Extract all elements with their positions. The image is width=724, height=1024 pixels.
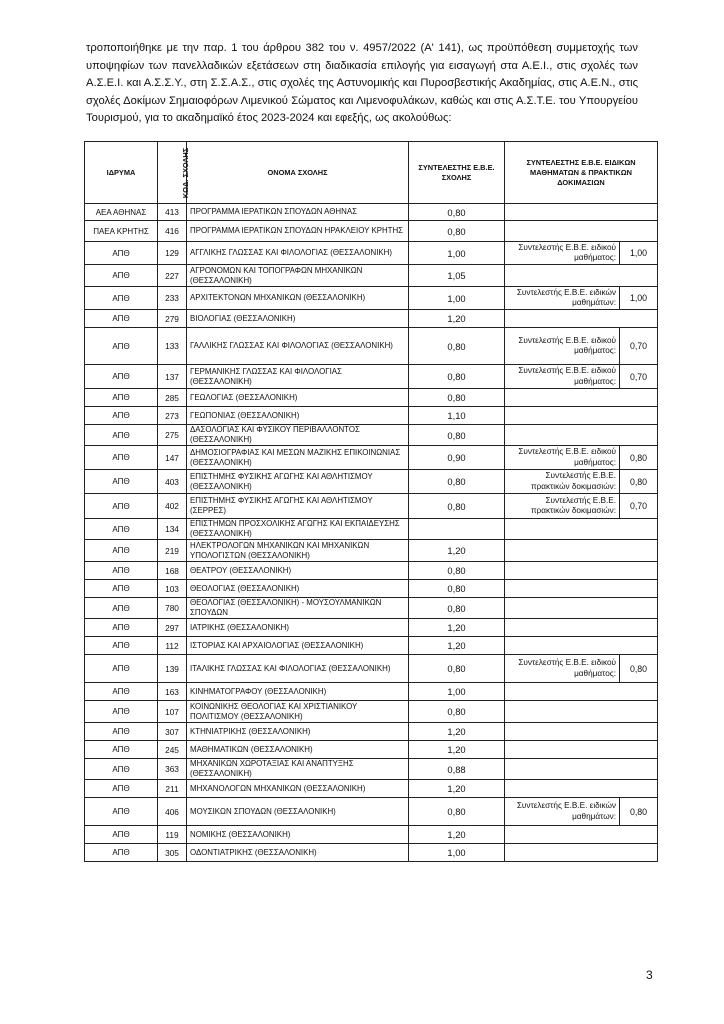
table-row bbox=[85, 494, 658, 519]
school-code-cell: 363 bbox=[158, 759, 187, 780]
school-code-cell: 219 bbox=[158, 540, 187, 562]
school-code-cell: 103 bbox=[158, 580, 187, 598]
special-coefficient-value-cell: 0,70 bbox=[620, 328, 658, 365]
school-name-cell: ΝΟΜΙΚΗΣ (ΘΕΣΣΑΛΟΝΙΚΗ) bbox=[187, 826, 409, 844]
special-coefficient-empty-cell bbox=[505, 407, 658, 425]
school-name-cell: ΓΑΛΛΙΚΗΣ ΓΛΩΣΣΑΣ ΚΑΙ ΦΙΛΟΛΟΓΙΑΣ (ΘΕΣΣΑΛΟΝΙΚΗ) bbox=[187, 328, 409, 365]
special-coefficient-empty-cell bbox=[505, 780, 658, 798]
special-coefficient-empty-cell bbox=[505, 619, 658, 637]
table-row bbox=[85, 683, 658, 701]
table-row bbox=[85, 204, 658, 221]
school-code-cell: 416 bbox=[158, 221, 187, 242]
school-coefficient-cell: 1,00 bbox=[409, 287, 505, 310]
school-code-cell: 406 bbox=[158, 798, 187, 826]
school-code-cell: 168 bbox=[158, 562, 187, 580]
school-code-cell: 163 bbox=[158, 683, 187, 701]
special-coefficient-label-cell: Συντελεστής Ε.Β.Ε. ειδικού μαθήματος: bbox=[505, 655, 620, 683]
special-coefficient-empty-cell bbox=[505, 701, 658, 723]
table-row bbox=[85, 580, 658, 598]
school-coefficient-cell: 1,10 bbox=[409, 407, 505, 425]
institution-cell: ΑΠΘ bbox=[85, 310, 158, 328]
special-coefficient-empty-cell bbox=[505, 844, 658, 862]
institution-cell: ΑΠΘ bbox=[85, 655, 158, 683]
school-coefficient-cell: 1,20 bbox=[409, 310, 505, 328]
institution-cell: ΑΠΘ bbox=[85, 637, 158, 655]
institution-cell: ΑΠΘ bbox=[85, 780, 158, 798]
special-coefficient-empty-cell bbox=[505, 265, 658, 287]
special-coefficient-empty-cell bbox=[505, 580, 658, 598]
special-coefficient-empty-cell bbox=[505, 683, 658, 701]
header-school-coefficient: ΣΥΝΤΕΛΕΣΤΗΣ Ε.Β.Ε. ΣΧΟΛΗΣ bbox=[409, 142, 505, 204]
school-coefficient-cell: 1,00 bbox=[409, 844, 505, 862]
school-coefficient-cell: 0,80 bbox=[409, 701, 505, 723]
school-coefficient-cell: 0,80 bbox=[409, 389, 505, 407]
school-coefficient-cell: 1,05 bbox=[409, 265, 505, 287]
institution-cell: ΑΠΘ bbox=[85, 389, 158, 407]
coefficients-table bbox=[84, 141, 658, 862]
table-row bbox=[85, 844, 658, 862]
header-school-code-label: ΚΩΔ. ΣΧΟΛΗΣ bbox=[181, 147, 191, 198]
institution-cell: ΑΠΘ bbox=[85, 494, 158, 519]
special-coefficient-empty-cell bbox=[505, 759, 658, 780]
special-coefficient-empty-cell bbox=[505, 562, 658, 580]
institution-cell: ΑΠΘ bbox=[85, 741, 158, 759]
school-name-cell: ΘΕΟΛΟΓΙΑΣ (ΘΕΣΣΑΛΟΝΙΚΗ) bbox=[187, 580, 409, 598]
institution-cell: ΑΠΘ bbox=[85, 580, 158, 598]
table-row bbox=[85, 826, 658, 844]
school-name-cell: ΕΠΙΣΤΗΜΗΣ ΦΥΣΙΚΗΣ ΑΓΩΓΗΣ ΚΑΙ ΑΘΛΗΤΙΣΜΟΥ (ΘΕΣΣΑΛΟΝΙΚΗ) bbox=[187, 470, 409, 494]
school-coefficient-cell bbox=[409, 519, 505, 540]
table-row bbox=[85, 540, 658, 562]
school-coefficient-cell: 0,80 bbox=[409, 798, 505, 826]
institution-cell: ΑΠΘ bbox=[85, 619, 158, 637]
table-row bbox=[85, 470, 658, 494]
school-coefficient-cell: 0,80 bbox=[409, 562, 505, 580]
school-code-cell: 305 bbox=[158, 844, 187, 862]
school-coefficient-cell: 0,80 bbox=[409, 365, 505, 389]
school-coefficient-cell: 1,20 bbox=[409, 619, 505, 637]
school-name-cell: ΔΗΜΟΣΙΟΓΡΑΦΙΑΣ ΚΑΙ ΜΕΣΩΝ ΜΑΖΙΚΗΣ ΕΠΙΚΟΙΝΩΝΙΑΣ (ΘΕΣΣΑΛΟΝΙΚΗ) bbox=[187, 446, 409, 470]
table-row bbox=[85, 598, 658, 619]
school-name-cell: ΜΑΘΗΜΑΤΙΚΩΝ (ΘΕΣΣΑΛΟΝΙΚΗ) bbox=[187, 741, 409, 759]
special-coefficient-value-cell: 1,00 bbox=[620, 242, 658, 265]
special-coefficient-empty-cell bbox=[505, 826, 658, 844]
special-coefficient-empty-cell bbox=[505, 741, 658, 759]
school-code-cell: 245 bbox=[158, 741, 187, 759]
table-row bbox=[85, 780, 658, 798]
table-row bbox=[85, 407, 658, 425]
institution-cell: ΑΠΘ bbox=[85, 701, 158, 723]
school-code-cell: 402 bbox=[158, 494, 187, 519]
special-coefficient-empty-cell bbox=[505, 723, 658, 741]
school-name-cell: ΓΕΩΛΟΓΙΑΣ (ΘΕΣΣΑΛΟΝΙΚΗ) bbox=[187, 389, 409, 407]
school-code-cell: 233 bbox=[158, 287, 187, 310]
school-coefficient-cell: 0,80 bbox=[409, 425, 505, 446]
institution-cell: ΑΕΑ ΑΘΗΝΑΣ bbox=[85, 204, 158, 221]
school-name-cell: ΜΗΧΑΝΙΚΩΝ ΧΩΡΟΤΑΞΙΑΣ ΚΑΙ ΑΝΑΠΤΥΞΗΣ (ΘΕΣΣΑΛΟΝΙΚΗ) bbox=[187, 759, 409, 780]
school-coefficient-cell: 1,20 bbox=[409, 723, 505, 741]
institution-cell: ΑΠΘ bbox=[85, 365, 158, 389]
school-name-cell: ΚΤΗΝΙΑΤΡΙΚΗΣ (ΘΕΣΣΑΛΟΝΙΚΗ) bbox=[187, 723, 409, 741]
school-name-cell: ΠΡΟΓΡΑΜΜΑ ΙΕΡΑΤΙΚΩΝ ΣΠΟΥΔΩΝ ΑΘΗΝΑΣ bbox=[187, 204, 409, 221]
special-coefficient-empty-cell bbox=[505, 425, 658, 446]
institution-cell: ΑΠΘ bbox=[85, 519, 158, 540]
school-coefficient-cell: 1,20 bbox=[409, 826, 505, 844]
school-name-cell: ΒΙΟΛΟΓΙΑΣ (ΘΕΣΣΑΛΟΝΙΚΗ) bbox=[187, 310, 409, 328]
special-coefficient-label-cell: Συντελεστής Ε.Β.Ε. ειδικού μαθήματος: bbox=[505, 446, 620, 470]
table-row bbox=[85, 519, 658, 540]
school-name-cell: ΑΡΧΙΤΕΚΤΟΝΩΝ ΜΗΧΑΝΙΚΩΝ (ΘΕΣΣΑΛΟΝΙΚΗ) bbox=[187, 287, 409, 310]
special-coefficient-empty-cell bbox=[505, 204, 658, 221]
special-coefficient-label-cell: Συντελεστής Ε.Β.Ε. πρακτικών δοκιμασιών: bbox=[505, 494, 620, 519]
special-coefficient-empty-cell bbox=[505, 540, 658, 562]
school-name-cell: ΜΟΥΣΙΚΩΝ ΣΠΟΥΔΩΝ (ΘΕΣΣΑΛΟΝΙΚΗ) bbox=[187, 798, 409, 826]
school-coefficient-cell: 0,80 bbox=[409, 328, 505, 365]
school-coefficient-cell: 0,80 bbox=[409, 221, 505, 242]
institution-cell: ΑΠΘ bbox=[85, 242, 158, 265]
school-coefficient-cell: 0,80 bbox=[409, 580, 505, 598]
table-row bbox=[85, 798, 658, 826]
school-coefficient-cell: 1,20 bbox=[409, 741, 505, 759]
school-name-cell: ΠΡΟΓΡΑΜΜΑ ΙΕΡΑΤΙΚΩΝ ΣΠΟΥΔΩΝ ΗΡΑΚΛΕΙΟΥ ΚΡΗΤΗΣ bbox=[187, 221, 409, 242]
special-coefficient-empty-cell bbox=[505, 310, 658, 328]
school-code-cell: 147 bbox=[158, 446, 187, 470]
table-row bbox=[85, 287, 658, 310]
table-row bbox=[85, 637, 658, 655]
school-code-cell: 211 bbox=[158, 780, 187, 798]
table-row bbox=[85, 389, 658, 407]
special-coefficient-empty-cell bbox=[505, 389, 658, 407]
table-row bbox=[85, 242, 658, 265]
school-coefficient-cell: 1,20 bbox=[409, 780, 505, 798]
table-row bbox=[85, 701, 658, 723]
institution-cell: ΑΠΘ bbox=[85, 425, 158, 446]
school-code-cell: 307 bbox=[158, 723, 187, 741]
school-name-cell: ΚΟΙΝΩΝΙΚΗΣ ΘΕΟΛΟΓΙΑΣ ΚΑΙ ΧΡΙΣΤΙΑΝΙΚΟΥ ΠΟΛΙΤΙΣΜΟΥ (ΘΕΣΣΑΛΟΝΙΚΗ) bbox=[187, 701, 409, 723]
institution-cell: ΑΠΘ bbox=[85, 759, 158, 780]
school-name-cell: ΚΙΝΗΜΑΤΟΓΡΑΦΟΥ (ΘΕΣΣΑΛΟΝΙΚΗ) bbox=[187, 683, 409, 701]
school-coefficient-cell: 0,88 bbox=[409, 759, 505, 780]
table-row bbox=[85, 221, 658, 242]
institution-cell: ΑΠΘ bbox=[85, 798, 158, 826]
school-code-cell: 403 bbox=[158, 470, 187, 494]
institution-cell: ΑΠΘ bbox=[85, 540, 158, 562]
school-code-cell: 119 bbox=[158, 826, 187, 844]
school-name-cell: ΟΔΟΝΤΙΑΤΡΙΚΗΣ (ΘΕΣΣΑΛΟΝΙΚΗ) bbox=[187, 844, 409, 862]
school-code-cell: 134 bbox=[158, 519, 187, 540]
school-coefficient-cell: 0,80 bbox=[409, 204, 505, 221]
institution-cell: ΑΠΘ bbox=[85, 598, 158, 619]
special-coefficient-label-cell: Συντελεστής Ε.Β.Ε. ειδικών μαθημάτων: bbox=[505, 798, 620, 826]
school-code-cell: 227 bbox=[158, 265, 187, 287]
table-row bbox=[85, 562, 658, 580]
special-coefficient-value-cell: 0,80 bbox=[620, 470, 658, 494]
institution-cell: ΑΠΘ bbox=[85, 407, 158, 425]
special-coefficient-empty-cell bbox=[505, 519, 658, 540]
special-coefficient-value-cell: 0,80 bbox=[620, 446, 658, 470]
special-coefficient-empty-cell bbox=[505, 637, 658, 655]
institution-cell: ΠΑΕΑ ΚΡΗΤΗΣ bbox=[85, 221, 158, 242]
school-coefficient-cell: 0,80 bbox=[409, 494, 505, 519]
institution-cell: ΑΠΘ bbox=[85, 723, 158, 741]
special-coefficient-value-cell: 0,80 bbox=[620, 655, 658, 683]
special-coefficient-label-cell: Συντελεστής Ε.Β.Ε. ειδικού μαθήματος: bbox=[505, 242, 620, 265]
special-coefficient-label-cell: Συντελεστής Ε.Β.Ε. ειδικών μαθημάτων: bbox=[505, 287, 620, 310]
school-code-cell: 780 bbox=[158, 598, 187, 619]
table-row bbox=[85, 759, 658, 780]
school-name-cell: ΓΕΡΜΑΝΙΚΗΣ ΓΛΩΣΣΑΣ ΚΑΙ ΦΙΛΟΛΟΓΙΑΣ (ΘΕΣΣΑΛΟΝΙΚΗ) bbox=[187, 365, 409, 389]
school-name-cell: ΕΠΙΣΤΗΜΩΝ ΠΡΟΣΧΟΛΙΚΗΣ ΑΓΩΓΗΣ ΚΑΙ ΕΚΠΑΙΔΕΥΣΗΣ (ΘΕΣΣΑΛΟΝΙΚΗ) bbox=[187, 519, 409, 540]
school-name-cell: ΜΗΧΑΝΟΛΟΓΩΝ ΜΗΧΑΝΙΚΩΝ (ΘΕΣΣΑΛΟΝΙΚΗ) bbox=[187, 780, 409, 798]
school-code-cell: 133 bbox=[158, 328, 187, 365]
school-code-cell: 273 bbox=[158, 407, 187, 425]
school-coefficient-cell: 1,00 bbox=[409, 242, 505, 265]
institution-cell: ΑΠΘ bbox=[85, 826, 158, 844]
school-name-cell: ΓΕΩΠΟΝΙΑΣ (ΘΕΣΣΑΛΟΝΙΚΗ) bbox=[187, 407, 409, 425]
institution-cell: ΑΠΘ bbox=[85, 562, 158, 580]
table-row bbox=[85, 328, 658, 365]
institution-cell: ΑΠΘ bbox=[85, 287, 158, 310]
institution-cell: ΑΠΘ bbox=[85, 844, 158, 862]
school-code-cell: 279 bbox=[158, 310, 187, 328]
institution-cell: ΑΠΘ bbox=[85, 683, 158, 701]
school-name-cell: ΙΣΤΟΡΙΑΣ ΚΑΙ ΑΡΧΑΙΟΛΟΓΙΑΣ (ΘΕΣΣΑΛΟΝΙΚΗ) bbox=[187, 637, 409, 655]
table-row bbox=[85, 655, 658, 683]
school-coefficient-cell: 0,80 bbox=[409, 470, 505, 494]
table-row bbox=[85, 365, 658, 389]
school-code-cell: 112 bbox=[158, 637, 187, 655]
table-row bbox=[85, 741, 658, 759]
school-coefficient-cell: 1,20 bbox=[409, 540, 505, 562]
institution-cell: ΑΠΘ bbox=[85, 446, 158, 470]
intro-paragraph: τροποποιήθηκε με την παρ. 1 του άρθρου 382 του ν. 4957/2022 (Α' 141), ως προϋπόθεση συμμετοχής των υποψηφίων των πανελλαδικών εξετάσεων στη διαδικασία επιλογής για εισαγωγή στα Α.Ε.Ι., στις σχολές των Α.Σ.Ε.Ι. και Α.Σ.Σ.Υ., στη Σ.Σ.Α.Σ., στις σχολές της Αστυνομικής και Πυροσβεστικής Ακαδημίας, στις Α.Ε.Ν., στις σχολές Δοκίμων Σημαιοφόρων Λιμενικού Σώματος και Λιμενοφυλάκων, καθώς και στις Α.Σ.Τ.Ε. του Υπουργείου Τουρισμού, για το ακαδημαϊκό έτος 2023-2024 και εφεξής, ως ακολούθως: bbox=[86, 42, 638, 125]
special-coefficient-label-cell: Συντελεστής Ε.Β.Ε. ειδικού μαθήματος: bbox=[505, 365, 620, 389]
table-row bbox=[85, 265, 658, 287]
special-coefficient-value-cell: 1,00 bbox=[620, 287, 658, 310]
school-coefficient-cell: 0,80 bbox=[409, 598, 505, 619]
school-name-cell: ΑΓΡΟΝΟΜΩΝ ΚΑΙ ΤΟΠΟΓΡΑΦΩΝ ΜΗΧΑΝΙΚΩΝ (ΘΕΣΣΑΛΟΝΙΚΗ) bbox=[187, 265, 409, 287]
school-code-cell: 285 bbox=[158, 389, 187, 407]
special-coefficient-value-cell: 0,80 bbox=[620, 798, 658, 826]
table-body bbox=[85, 204, 658, 862]
table-row bbox=[85, 446, 658, 470]
special-coefficient-label-cell: Συντελεστής Ε.Β.Ε. πρακτικών δοκιμασιών: bbox=[505, 470, 620, 494]
school-code-cell: 297 bbox=[158, 619, 187, 637]
school-name-cell: ΑΓΓΛΙΚΗΣ ΓΛΩΣΣΑΣ ΚΑΙ ΦΙΛΟΛΟΓΙΑΣ (ΘΕΣΣΑΛΟΝΙΚΗ) bbox=[187, 242, 409, 265]
header-school-code bbox=[158, 142, 191, 204]
institution-cell: ΑΠΘ bbox=[85, 470, 158, 494]
table-row bbox=[85, 619, 658, 637]
school-coefficient-cell: 0,90 bbox=[409, 446, 505, 470]
special-coefficient-value-cell: 0,70 bbox=[620, 494, 658, 519]
school-name-cell: ΗΛΕΚΤΡΟΛΟΓΩΝ ΜΗΧΑΝΙΚΩΝ ΚΑΙ ΜΗΧΑΝΙΚΩΝ ΥΠΟΛΟΓΙΣΤΩΝ (ΘΕΣΣΑΛΟΝΙΚΗ) bbox=[187, 540, 409, 562]
institution-cell: ΑΠΘ bbox=[85, 328, 158, 365]
school-name-cell: ΙΤΑΛΙΚΗΣ ΓΛΩΣΣΑΣ ΚΑΙ ΦΙΛΟΛΟΓΙΑΣ (ΘΕΣΣΑΛΟΝΙΚΗ) bbox=[187, 655, 409, 683]
special-coefficient-empty-cell bbox=[505, 221, 658, 242]
school-code-cell: 129 bbox=[158, 242, 187, 265]
school-name-cell: ΘΕΑΤΡΟΥ (ΘΕΣΣΑΛΟΝΙΚΗ) bbox=[187, 562, 409, 580]
school-name-cell: ΕΠΙΣΤΗΜΗΣ ΦΥΣΙΚΗΣ ΑΓΩΓΗΣ ΚΑΙ ΑΘΛΗΤΙΣΜΟΥ (ΣΕΡΡΕΣ) bbox=[187, 494, 409, 519]
school-coefficient-cell: 1,00 bbox=[409, 683, 505, 701]
header-institution: ΙΔΡΥΜΑ bbox=[85, 142, 158, 204]
school-coefficient-cell: 0,80 bbox=[409, 655, 505, 683]
page-number: 3 bbox=[646, 968, 653, 982]
school-code-cell: 139 bbox=[158, 655, 187, 683]
table-row bbox=[85, 425, 658, 446]
table-row bbox=[85, 723, 658, 741]
school-coefficient-cell: 1,20 bbox=[409, 637, 505, 655]
school-name-cell: ΙΑΤΡΙΚΗΣ (ΘΕΣΣΑΛΟΝΙΚΗ) bbox=[187, 619, 409, 637]
school-name-cell: ΔΑΣΟΛΟΓΙΑΣ ΚΑΙ ΦΥΣΙΚΟΥ ΠΕΡΙΒΑΛΛΟΝΤΟΣ (ΘΕΣΣΑΛΟΝΙΚΗ) bbox=[187, 425, 409, 446]
school-name-cell: ΘΕΟΛΟΓΙΑΣ (ΘΕΣΣΑΛΟΝΙΚΗ) - ΜΟΥΣΟΥΛΜΑΝΙΚΩΝ ΣΠΟΥΔΩΝ bbox=[187, 598, 409, 619]
header-special-coefficient: ΣΥΝΤΕΛΕΣΤΗΣ Ε.Β.Ε. ΕΙΔΙΚΩΝ ΜΑΘΗΜΑΤΩΝ & ΠΡΑΚΤΙΚΩΝ ΔΟΚΙΜΑΣΙΩΝ bbox=[505, 142, 658, 204]
school-code-cell: 413 bbox=[158, 204, 187, 221]
institution-cell: ΑΠΘ bbox=[85, 265, 158, 287]
school-code-cell: 107 bbox=[158, 701, 187, 723]
header-school-name: ΟΝΟΜΑ ΣΧΟΛΗΣ bbox=[187, 142, 409, 204]
special-coefficient-label-cell: Συντελεστής Ε.Β.Ε. ειδικού μαθήματος: bbox=[505, 328, 620, 365]
school-code-cell: 137 bbox=[158, 365, 187, 389]
special-coefficient-value-cell: 0,70 bbox=[620, 365, 658, 389]
special-coefficient-empty-cell bbox=[505, 598, 658, 619]
table-header-row bbox=[85, 142, 658, 204]
table-row bbox=[85, 310, 658, 328]
school-code-cell: 275 bbox=[158, 425, 187, 446]
